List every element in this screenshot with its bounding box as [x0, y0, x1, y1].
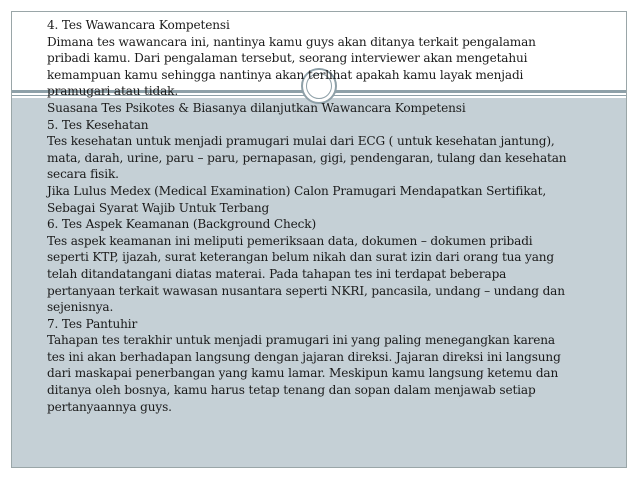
text-line: sejenisnya. — [47, 300, 114, 315]
text-line: dari maskapai penerbangan yang kamu lamar. Meskipun kamu langsung ketemu dan — [47, 366, 559, 381]
text-line: kemampuan kamu sehingga nantinya akan terlihat apakah kamu layak menjadi — [47, 67, 524, 82]
text-line: Sebagai Syarat Wajib Untuk Terbang — [47, 200, 270, 215]
text-line: secara fisik. — [47, 167, 119, 182]
text-line: ditanya oleh bosnya, kamu harus tetap tenang dan sopan dalam menjawab setiap — [47, 383, 536, 398]
text-line: Tes aspek keamanan ini meliputi pemeriksaan data, dokumen – dokumen pribadi — [47, 233, 533, 248]
text-line: pertanyaan terkait wawasan nusantara seperti NKRI, pancasila, undang – undang dan — [47, 283, 565, 298]
slide-text-block — [47, 17, 622, 415]
text-line: mata, darah, urine, paru – paru, pernapasan, gigi, pendengaran, tulang dan kesehatan — [47, 150, 567, 165]
text-line: Tahapan tes terakhir untuk menjadi pramugari ini yang paling menegangkan karena — [47, 333, 555, 348]
heading-item-6: 6. Tes Aspek Keamanan (Background Check) — [47, 217, 317, 232]
heading-item-4: 4. Tes Wawancara Kompetensi — [47, 18, 230, 32]
heading-item-7: 7. Tes Pantuhir — [47, 316, 138, 331]
text-line: Jika Lulus Medex (Medical Examination) Calon Pramugari Mendapatkan Sertifikat, — [47, 183, 547, 198]
text-line: telah ditandatangani diatas materai. Pada tahapan tes ini terdapat beberapa — [47, 266, 507, 281]
text-line: Tes kesehatan untuk menjadi pramugari mulai dari ECG ( untuk kesehatan jantung), — [47, 134, 555, 149]
heading-item-5: 5. Tes Kesehatan — [47, 117, 149, 132]
text-line: tes ini akan berhadapan langsung dengan jajaran direksi. Jajaran direksi ini langsung — [47, 349, 561, 364]
text-line: pribadi kamu. Dari pengalaman tersebut, seorang interviewer akan mengetahui — [47, 51, 528, 66]
text-line: seperti KTP, ijazah, surat keterangan belum nikah dan surat izin dari orang tua yang — [47, 250, 555, 265]
text-line: pertanyaannya guys. — [47, 399, 172, 414]
text-line: Dimana tes wawancara ini, nantinya kamu guys akan ditanya terkait pengalaman — [47, 34, 536, 49]
text-line: Suasana Tes Psikotes & Biasanya dilanjutkan Wawancara Kompetensi — [47, 100, 466, 115]
text-line: pramugari atau tidak. — [47, 84, 179, 99]
